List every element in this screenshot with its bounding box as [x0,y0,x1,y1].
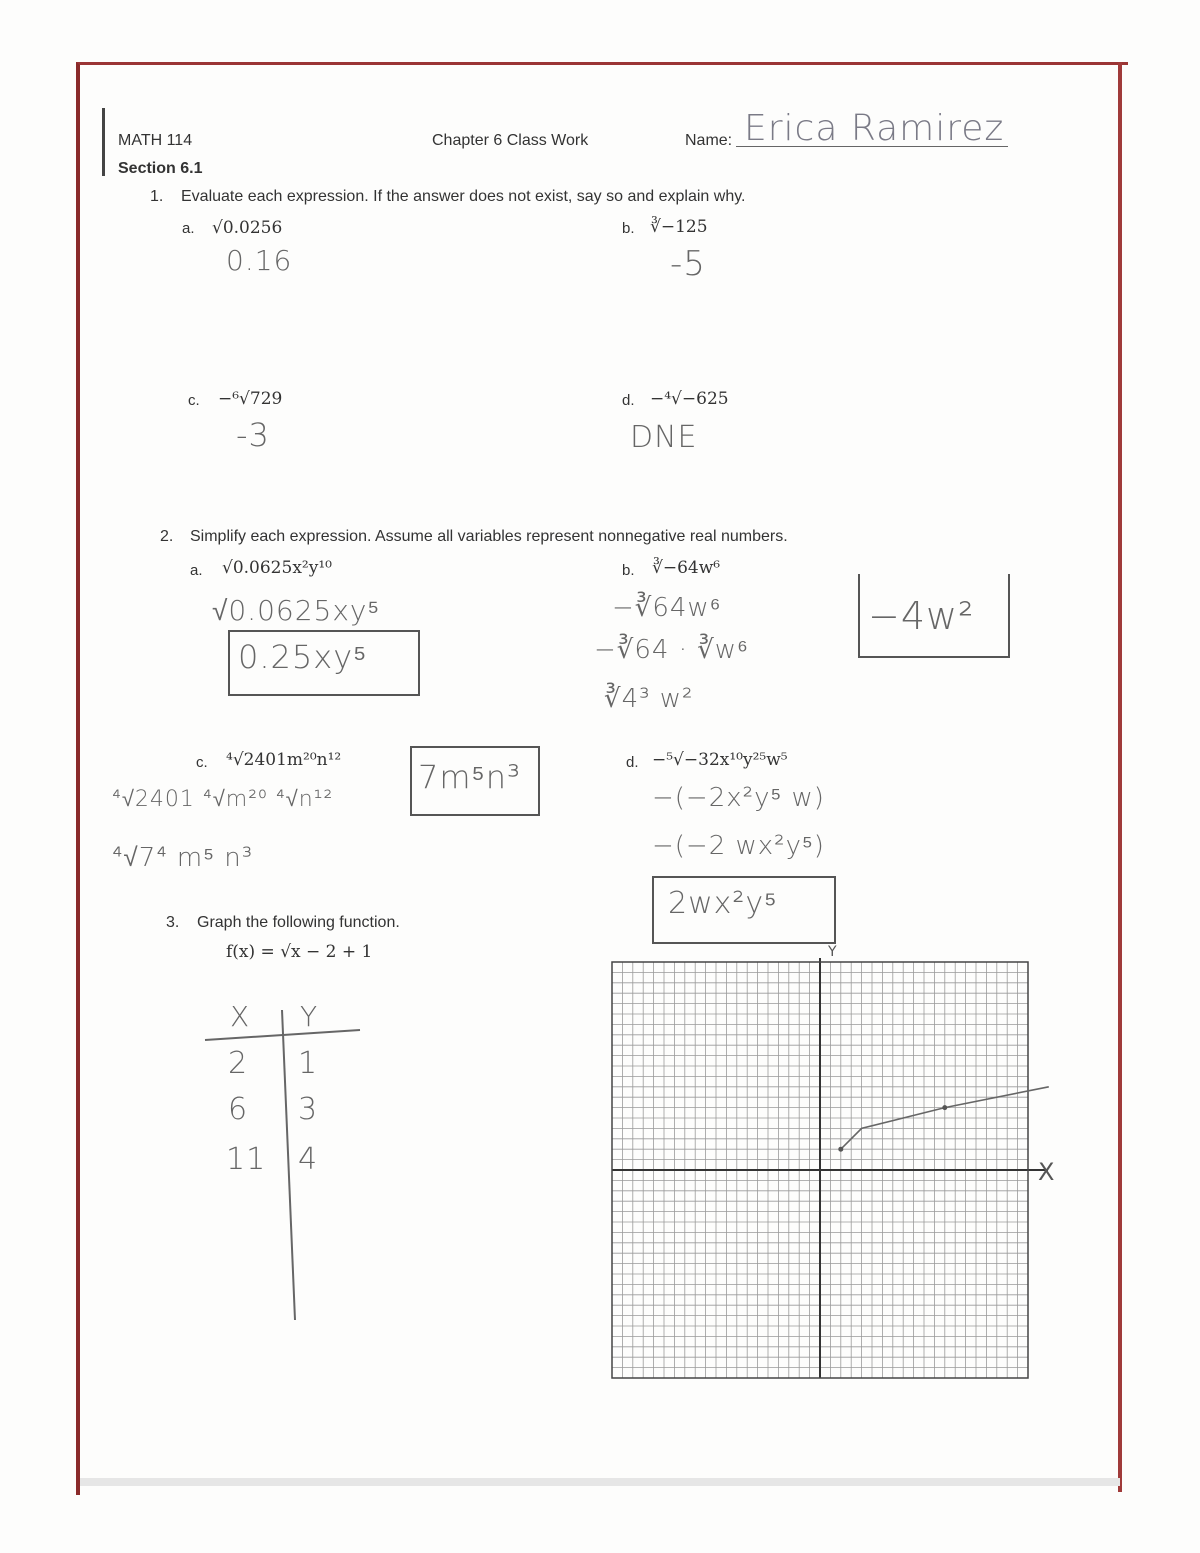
q2c-work-2: ⁴√7⁴ m⁵ n³ [112,843,254,873]
q2d-work-1: −(−2x²y⁵ w) [652,783,825,813]
table-row-1-x: 2 [228,1046,249,1081]
q3-function: f(x) = √x − 2 + 1 [226,942,373,962]
q1-number: 1. [150,188,164,205]
q2b-work-2: −∛64 · ∛w⁶ [594,635,749,665]
table-row-3-y: 4 [298,1142,319,1177]
coordinate-graph [600,940,1070,1390]
q1b-expression: ∛−125 [650,217,708,237]
section-label: Section 6.1 [118,160,203,177]
q2a-label: a. [190,562,203,579]
q1a-expression: √0.0256 [212,218,283,238]
q2c-label: c. [196,754,208,771]
q2c-expression: ⁴√2401m²⁰n¹² [226,750,342,770]
q1d-label: d. [622,392,635,409]
x-axis-label: X [1038,1158,1055,1186]
q2b-work-1: −∛64w⁶ [612,593,722,623]
table-row-2-y: 3 [298,1092,319,1127]
q2a-expression: √0.0625x²y¹⁰ [222,558,332,578]
q1-instructions: Evaluate each expression. If the answer does not exist, say so and explain why. [181,188,746,205]
q2a-answer: 0.25xy⁵ [238,638,368,676]
q2b-work-3: ∛4³ w² [604,684,694,714]
q1b-label: b. [622,220,635,237]
q2c-answer: 7m⁵n³ [418,758,521,796]
q1c-answer: -3 [236,416,270,454]
name-label: Name: [685,132,733,149]
q2d-work-2: −(−2 wx²y⁵) [652,831,825,861]
table-row-2-x: 6 [228,1092,249,1127]
paper-bottom-shadow [80,1478,1120,1486]
margin-mark [102,108,105,176]
q2b-answer: −4w² [868,594,975,638]
table-header-x: X [230,1000,251,1033]
course-code: MATH 114 [118,132,193,149]
q2d-answer: 2wx²y⁵ [668,886,778,921]
q3-instructions: Graph the following function. [197,914,400,931]
q1d-answer: DNE [630,420,698,455]
q1d-expression: −⁴√−625 [650,389,729,409]
y-axis-label: Y [828,944,837,960]
q2a-work-1: √0.0625xy⁵ [212,594,381,627]
plotted-point [942,1105,947,1110]
table-header-y: Y [300,1000,319,1033]
q1a-label: a. [182,220,195,237]
q2d-label: d. [626,754,639,771]
q2b-expression: ∛−64w⁶ [652,558,721,578]
student-name: Erica Ramirez [744,108,1005,149]
q2d-expression: −⁵√−32x¹⁰y²⁵w⁵ [652,750,788,770]
q1c-label: c. [188,392,200,409]
q2c-work-1: ⁴√2401 ⁴√m²⁰ ⁴√n¹² [112,787,334,812]
q2b-label: b. [622,562,635,579]
worksheet-title: Chapter 6 Class Work [432,132,589,149]
q2-number: 2. [160,528,174,545]
paper-right-edge [1118,62,1122,1492]
table-divider [282,1010,295,1320]
q3-number: 3. [166,914,180,931]
q2-instructions: Simplify each expression. Assume all variables represent nonnegative real numbers. [190,528,788,545]
q1b-answer: -5 [670,244,706,284]
q1a-answer: 0.16 [226,244,293,277]
plotted-point [838,1147,843,1152]
table-row-3-x: 11 [226,1142,267,1177]
q1c-expression: −⁶√729 [218,389,283,409]
table-row-1-y: 1 [298,1046,319,1081]
